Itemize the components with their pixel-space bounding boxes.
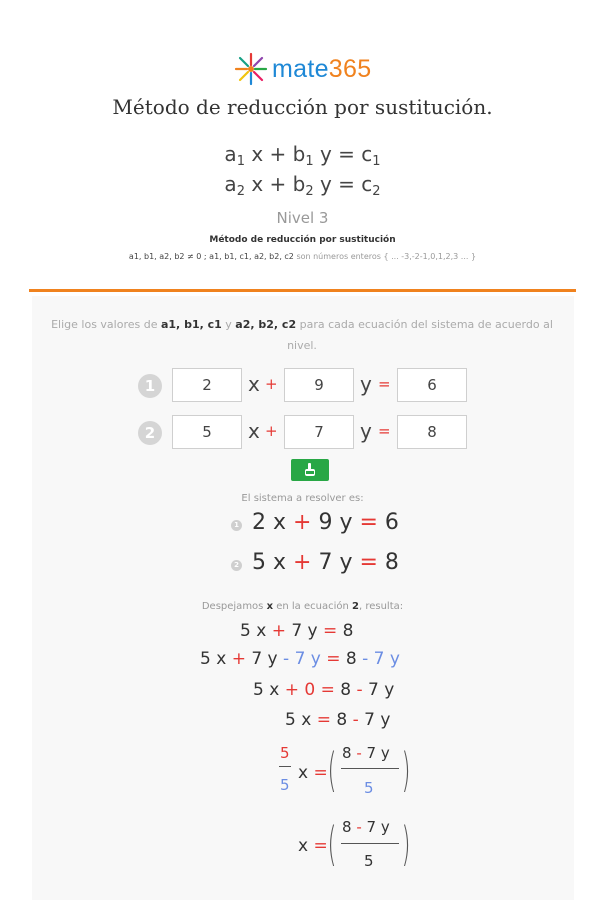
input-c1[interactable]: 6: [397, 368, 467, 402]
step-1: 5 x + 7 y = 8: [240, 621, 354, 641]
step6-paren-right: ): [401, 817, 411, 871]
step6-frac-num: 8 - 7 y: [342, 818, 390, 836]
step6-frac-line: [341, 843, 399, 844]
y-label-1: y: [360, 372, 372, 396]
plus-sign-2: +: [265, 422, 278, 440]
step5-frac-line: [341, 768, 399, 769]
step5-coef-line: [279, 766, 291, 767]
input-b2[interactable]: 7: [284, 415, 354, 449]
input-c2[interactable]: 8: [397, 415, 467, 449]
x-label-2: x: [248, 419, 260, 443]
explain-text: Despejamos x en la ecuación 2, resulta:: [201, 601, 404, 612]
system-intro: El sistema a resolver es:: [241, 493, 364, 504]
step5-frac-num: 8 - 7 y: [342, 744, 390, 762]
input-a1[interactable]: 2: [172, 368, 242, 402]
input-b1[interactable]: 9: [284, 368, 354, 402]
step5-paren-left: (: [327, 743, 337, 797]
step5-coef-num: 5: [280, 744, 290, 762]
step6-x: x =: [298, 836, 328, 856]
step6-frac-den: 5: [364, 852, 374, 870]
system-template-eq1: $a_1$ $x + b_1$ $y = c_1$: [224, 142, 381, 169]
step-2: 5 x + 7 y - 7 y = 8 - 7 y: [200, 649, 400, 669]
solve-button[interactable]: [291, 459, 329, 481]
equation-1-badge: 1: [138, 374, 162, 398]
x-label-1: x: [248, 372, 260, 396]
plus-sign-1: +: [265, 375, 278, 393]
logo[interactable]: [232, 52, 371, 86]
step6-paren-left: (: [327, 817, 337, 871]
logo-text: mate365: [272, 54, 372, 83]
equals-sign-1: =: [378, 375, 391, 393]
step-4: 5 x = 8 - 7 y: [285, 710, 391, 730]
equation-2-badge: 2: [138, 421, 162, 445]
input-a2[interactable]: 5: [172, 415, 242, 449]
system-eq2: 5 x + 7 y = 8: [252, 550, 399, 575]
page-title: Método de reducción por sustitución.: [112, 95, 493, 119]
divider: [29, 289, 576, 292]
step5-coef-den: 5: [280, 776, 290, 794]
level-label: Nivel 3: [276, 209, 329, 227]
step5-paren-right: ): [401, 743, 411, 797]
condition-text: a1, b1, a2, b2 ≠ 0 ; a1, b1, c1, a2, b2, c2 son números enteros { ... -3,-2-1,0,1,2,3 ... }: [128, 252, 477, 261]
step5-x: x =: [298, 763, 328, 783]
step5-frac-den: 5: [364, 779, 374, 797]
system-eq2-badge: 2: [231, 560, 242, 571]
y-label-2: y: [360, 419, 372, 443]
header: [0, 0, 605, 290]
hand-pointer-icon: [302, 462, 318, 478]
system-eq1: 2 x + 9 y = 6: [252, 510, 399, 535]
instruction: Elige los valores de a1, b1, c1 y a2, b2, c2 para cada ecuación del sistema de acuerdo al nivel.: [51, 318, 553, 352]
system-eq1-badge: 1: [231, 520, 242, 531]
logo-star-icon: [232, 50, 270, 88]
method-subtitle: Método de reducción por sustitución: [209, 235, 396, 245]
equals-sign-2: =: [378, 422, 391, 440]
step-3: 5 x + 0 = 8 - 7 y: [253, 680, 395, 700]
system-template-eq2: $a_2$ $x + b_2$ $y = c_2$: [224, 172, 381, 199]
